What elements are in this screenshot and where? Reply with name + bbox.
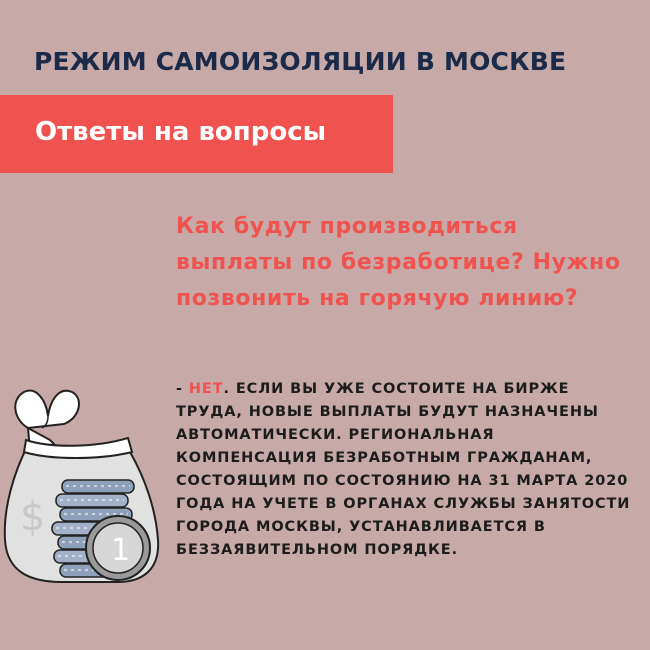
answer-prefix: - <box>176 381 189 397</box>
section-banner <box>0 95 393 173</box>
answer-body: . ЕСЛИ ВЫ УЖЕ СОСТОИТЕ НА БИРЖЕ ТРУДА, НОВЫЕ ВЫПЛАТЫ БУДУТ НАЗНАЧЕНЫ АВТОМАТИЧЕСКИ. РЕГИОНАЛЬНАЯ КОМПЕНСАЦИЯ БЕЗРАБОТНЫМ ГРАЖДАНАМ, СОСТОЯЩИМ ПО СОСТОЯНИЮ НА 31 МАРТА 2020 ГОДА НА УЧЕТЕ В ОРГАНАХ СЛУЖБЫ ЗАНЯТОСТИ ГОРОДА МОСКВЫ, УСТАНАВЛИВАЕТСЯ В БЕЗЗАЯВИТЕЛЬНОМ ПОРЯДКЕ. <box>176 381 631 558</box>
svg-text:$: $ <box>20 494 46 540</box>
answer-negation: НЕТ <box>188 381 224 397</box>
svg-text:1: 1 <box>111 533 131 568</box>
answer-text <box>176 378 636 562</box>
page-title: РЕЖИМ САМОИЗОЛЯЦИИ В МОСКВЕ <box>34 47 567 76</box>
banner-label: Ответы на вопросы <box>35 117 327 147</box>
question-text: Как будут производиться выплаты по безработице? Нужно позвонить на горячую линию? <box>176 214 621 311</box>
money-bag-coins-icon <box>0 380 170 590</box>
